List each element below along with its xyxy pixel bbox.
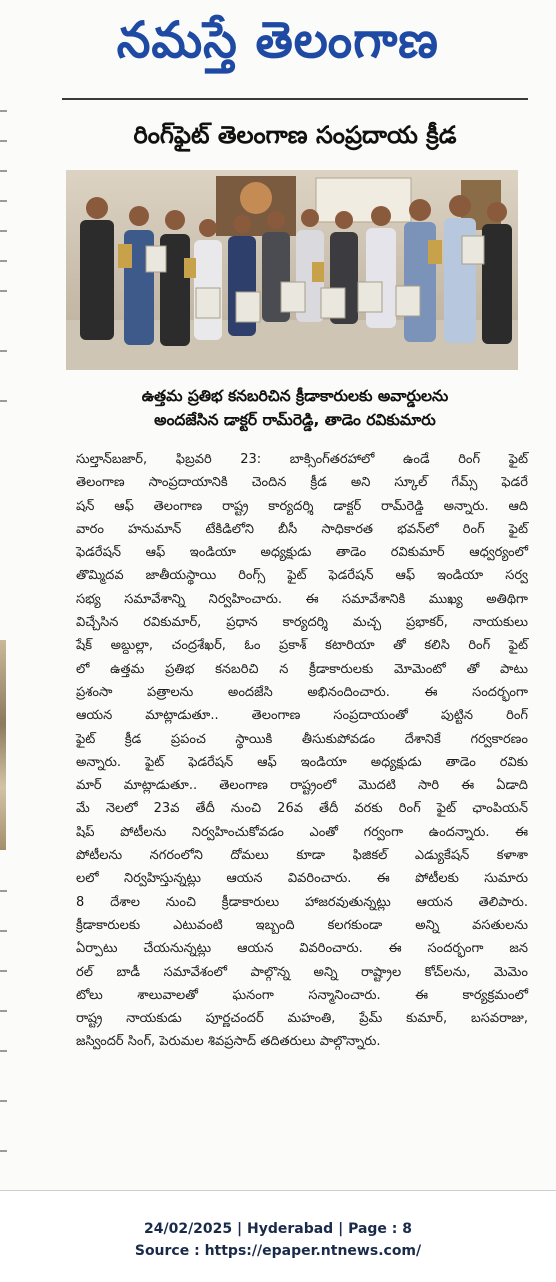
caption-line: అందజేసిన డాక్టర్ రామ్‌రెడ్డి, తాడెం రవికుమారు (154, 411, 436, 429)
article-headline (62, 114, 528, 162)
newspaper-masthead (40, 4, 516, 76)
body-line: మే నెలలో 23వ తేదీ నుంచి 26వ తేదీ వరకు రింగ్ ఫైట్ ఛాంపియన్ (76, 801, 528, 817)
body-line: తెలంగాణ సాంప్రదాయానికి చెందిన క్రీడ అని స్కూల్ గేమ్స్ ఫెడరే (76, 475, 528, 491)
body-line: రల్ బాడీ సమావేశంలో పాల్గొన్న అన్ని రాష్ట్రాల కోచ్‌లను, మెమెం (76, 964, 528, 980)
body-line: లో ఉత్తమ ప్రతిభ కనబరిచి న క్రీడాకారులకు మోమెంటో తో పాటు (76, 661, 528, 677)
body-line: క్రీడాకారులకు ఎటువంటి ఇబ్బంది కలగకుండా అన్ని వసతులను (76, 917, 528, 933)
article-body (76, 448, 528, 1054)
body-line: షేక్ అబ్దుల్లా, చంద్రశేఖర్, ఓం ప్రకాశ్ కటారియా తో కలిసి రింగ్ ఫైట్ (76, 638, 528, 654)
headline-rule (62, 98, 528, 100)
page-footer (0, 1218, 556, 1262)
body-line: ప్రశంసా పత్రాలను అందజేసి అభినందించారు. ఈ సందర్భంగా (76, 684, 528, 700)
body-line: సభ్య సమావేశాన్ని నిర్వహించారు. ఈ సమావేశానికి ముఖ్య అతిథిగా (76, 591, 528, 607)
body-line: టోలు శాలువాలతో ఘనంగా సన్మానించారు. ఈ కార్యక్రమంలో (76, 987, 528, 1003)
body-line: మార్ మాట్లాడుతూ.. తెలంగాణ రాష్ట్రంలో మొదటి సారి ఈ ఏడాది (76, 778, 528, 794)
photo-caption (62, 380, 528, 436)
body-line: సుల్తాన్‌బజార్, ఫిబ్రవరి 23: బాక్సింగ్‌తరహాలో ఉండే రింగ్ ఫైట్ (76, 452, 528, 467)
body-line: షన్ ఆఫ్ తెలంగాణ రాష్ట్ర కార్యదర్శి డాక్టర్ రామ్‌రెడ్డి అన్నారు. ఆది (76, 498, 528, 514)
source-link[interactable]: Source : https://epaper.ntnews.com/ (134, 1243, 422, 1259)
body-line: లలో నిర్వహిస్తున్నట్లు ఆయన వివరించారు. ఈ పోటీలకు సుమారు (76, 871, 528, 887)
body-line: తొమ్మిదవ జాతీయస్థాయి రింగ్స్ ఫైట్ ఫెడరేషన్ ఆఫ్ ఇండియా సర్వ (76, 568, 528, 584)
body-line: ఏర్పాటు చేయనున్నట్లు ఆయన వివరించారు. ఈ సందర్భంగా జన (76, 941, 528, 957)
body-line: ఫెడరేషన్ ఆఫ్ ఇండియా అధ్యక్షుడు తాడెం రవికుమార్ ఆధ్వర్యంలో (76, 545, 528, 561)
body-line: జస్విందర్ సింగ్, పెరుమల శివప్రసాద్ తదితరులు పాల్గొన్నారు. (76, 1034, 381, 1050)
adjacent-column-edge (0, 100, 8, 1180)
headline-text: రింగ్‌ఫైట్ తెలంగాణ సంప్రదాయ క్రీడ (133, 121, 457, 149)
body-line: విచ్చేసిన రవికుమార్, ప్రధాన కార్యదర్శి మచ్చ ప్రభాకర్, నాయకులు (76, 615, 528, 631)
footer-divider (0, 1190, 556, 1191)
body-line: 8 దేశాల నుంచి క్రీడాకారులు హాజరవుతున్నట్లు ఆయన తెలిపారు. (76, 894, 528, 910)
body-line: రాష్ట్ర నాయకుడు పూర్ణచందర్ మహంతి, ప్రేమ్ కుమార్, బసవరాజు, (76, 1011, 528, 1027)
body-line: అన్నారు. ఫైట్ ఫెడరేషన్ ఆఫ్ ఇండియా అధ్యక్షుడు తాడెం రవికు (76, 754, 528, 770)
date-location-page: 24/02/2025 | Hyderabad | Page : 8 (143, 1221, 413, 1237)
caption-line: ఉత్తమ ప్రతిభ కనబరిచిన క్రీడాకారులకు అవార్డులను (141, 387, 449, 405)
body-line: పోటీలను నగరంలోని దోమలు కూడా ఫిజికల్ ఎడ్యుకేషన్ కళాశా (76, 848, 528, 864)
body-line: వారం హనుమాన్ టేకిడిలోని బీసీ సాధికారత భవన్‌లో రింగ్ ఫైట్ (76, 521, 528, 537)
body-line: ఫైట్ క్రీడ ప్రపంచ స్థాయికి తీసుకుపోవడం దేశానికే గర్వకారణం (76, 731, 528, 747)
body-line: షిప్ పోటీలను నిర్వహించుకోవడం ఎంతో గర్వంగా ఉందన్నారు. ఈ (76, 824, 528, 840)
group-photo (66, 170, 518, 370)
body-line: ఆయన మాట్లాడుతూ.. తెలంగాణ సంప్రదాయంతో పుట్టిన రింగ్ (76, 708, 528, 724)
masthead-title: నమస్తే తెలంగాణ (116, 11, 440, 69)
